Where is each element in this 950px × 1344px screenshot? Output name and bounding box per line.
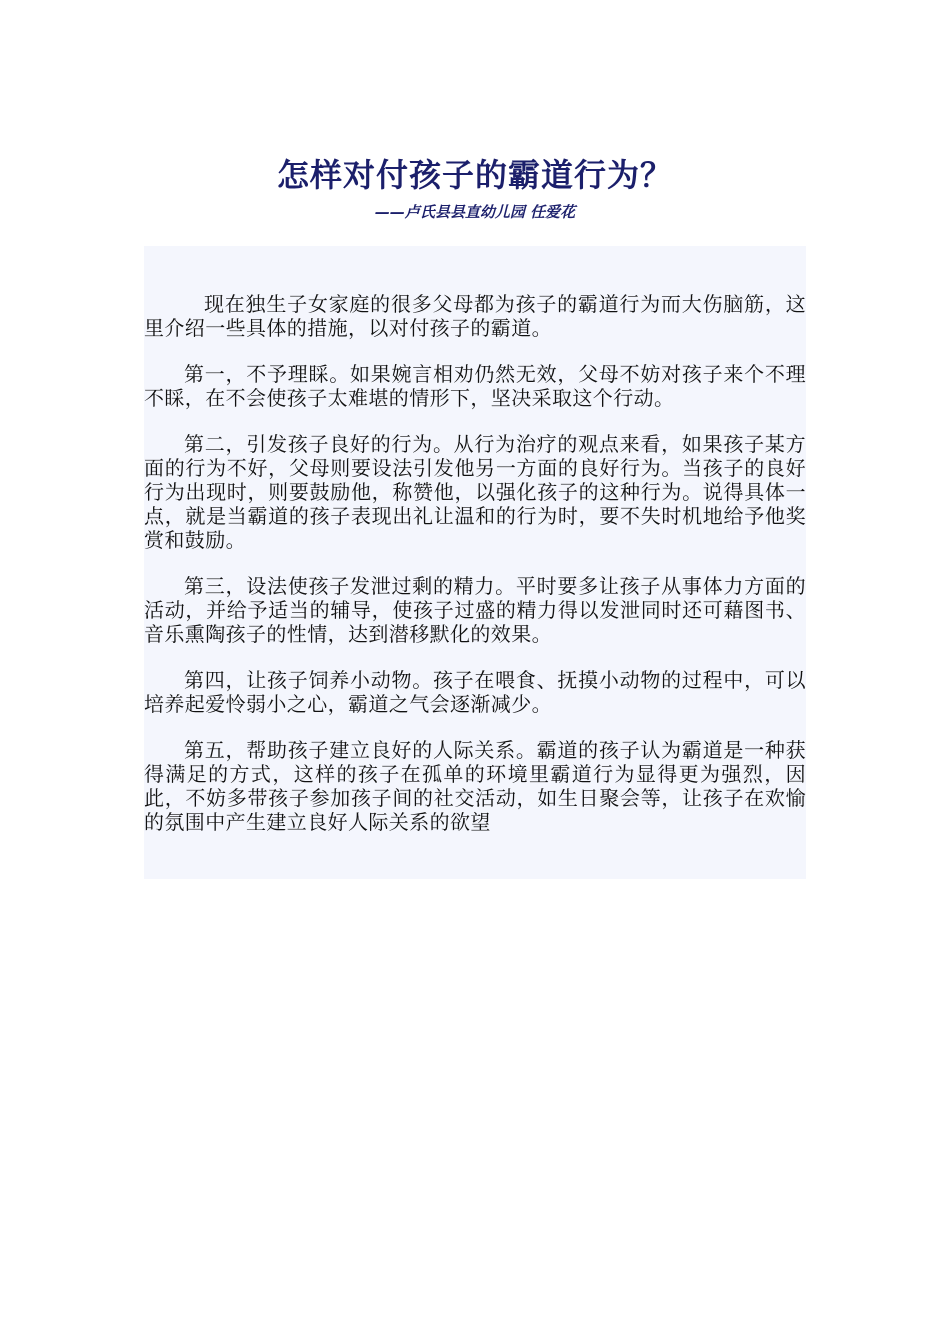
document-author-line: ——卢氏县县直幼儿园 任爱花 <box>374 203 576 221</box>
intro-paragraph: 现在独生子女家庭的很多父母都为孩子的霸道行为而大伤脑筋，这里介绍一些具体的措施，以对付孩子的霸道。 <box>144 292 806 340</box>
article-body <box>144 246 806 879</box>
paragraph-point-5: 第五，帮助孩子建立良好的人际关系。霸道的孩子认为霸道是一种获得满足的方式，这样的孩子在孤单的环境里霸道行为显得更为强烈，因此，不妨多带孩子参加孩子间的社交活动，如生日聚会等，让孩子在欢愉的氛围中产生建立良好人际关系的欲望 <box>144 738 806 834</box>
paragraph-point-4: 第四，让孩子饲养小动物。孩子在喂食、抚摸小动物的过程中，可以培养起爱怜弱小之心，霸道之气会逐渐减少。 <box>144 668 806 716</box>
paragraph-point-1: 第一，不予理睬。如果婉言相劝仍然无效，父母不妨对孩子来个不理不睬，在不会使孩子太难堪的情形下，坚决采取这个行动。 <box>144 362 806 410</box>
paragraph-point-2: 第二，引发孩子良好的行为。从行为治疗的观点来看，如果孩子某方面的行为不好，父母则要设法引发他另一方面的良好行为。当孩子的良好行为出现时，则要鼓励他，称赞他，以强化孩子的这种行为。说得具体一点，就是当霸道的孩子表现出礼让温和的行为时，要不失时机地给予他奖赏和鼓励。 <box>144 432 806 552</box>
document-title: 怎样对付孩子的霸道行为？ <box>276 156 673 194</box>
paragraph-point-3: 第三，设法使孩子发泄过剩的精力。平时要多让孩子从事体力方面的活动，并给予适当的辅导，使孩子过盛的精力得以发泄同时还可藉图书、音乐熏陶孩子的性情，达到潜移默化的效果。 <box>144 574 806 646</box>
